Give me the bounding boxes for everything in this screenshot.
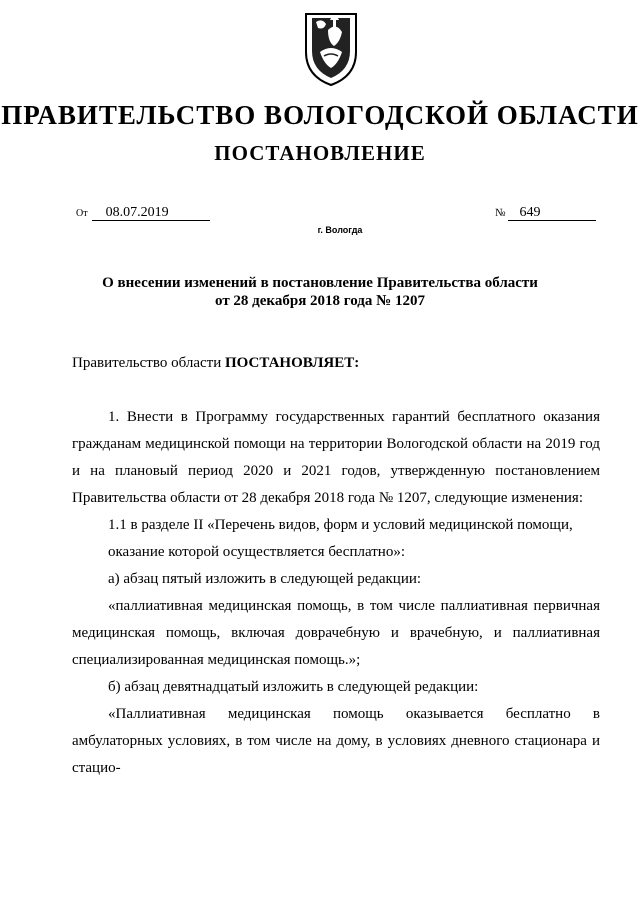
document-body	[72, 404, 600, 782]
number-prefix: №	[495, 207, 506, 219]
number-value: 649	[508, 205, 596, 221]
city-label: г. Вологда	[317, 225, 363, 235]
paragraph-b-text: «Паллиативная медицинская помощь оказывается бесплатно в амбулаторных условиях, в том числе на дому, в условиях дневного стационара и стацио-	[72, 706, 600, 776]
decree-verb: ПОСТАНОВЛЯЕТ:	[224, 355, 360, 371]
document-number	[495, 205, 596, 221]
date-value: 08.07.2019	[92, 205, 210, 221]
paragraph-b: б) абзац девятнадцатый изложить в следующей редакции:	[108, 679, 479, 695]
document-date	[76, 205, 210, 221]
subject-line-2: от 28 декабря 2018 года № 1207	[215, 293, 425, 309]
document-type: ПОСТАНОВЛЕНИЕ	[214, 141, 426, 165]
subject-line-1: О внесении изменений в постановление Правительства области	[102, 275, 538, 291]
decree-statement	[72, 355, 359, 372]
date-prefix: От	[76, 208, 88, 219]
paragraph-1: 1. Внести в Программу государственных гарантий бесплатного оказания гражданам медицинской помощи на территории Вологодской области на 2019 год и на плановый период 2020 и 2021 годов, утвержденную постановлением Правительства области от 28 декабря 2018 года № 1207, следующие изменения:	[72, 409, 600, 506]
paragraph-a: а) абзац пятый изложить в следующей редакции:	[108, 571, 422, 587]
decree-prefix: Правительство области	[72, 355, 225, 371]
paragraph-1-1: 1.1 в разделе II «Перечень видов, форм и условий медицинской помощи,	[108, 517, 573, 533]
paragraph-a-text: «паллиативная медицинская помощь, в том числе паллиативная первичная медицинская помощь, включая доврачебную и врачебную, и паллиативная специализированная медицинская помощь.»;	[72, 598, 600, 668]
document-subject	[90, 274, 550, 310]
paragraph-1-1-cont: оказание которой осуществляется бесплатно»:	[108, 544, 405, 560]
government-title: ПРАВИТЕЛЬСТВО ВОЛОГОДСКОЙ ОБЛАСТИ	[1, 100, 639, 130]
vologda-coat-of-arms-icon	[300, 8, 362, 88]
